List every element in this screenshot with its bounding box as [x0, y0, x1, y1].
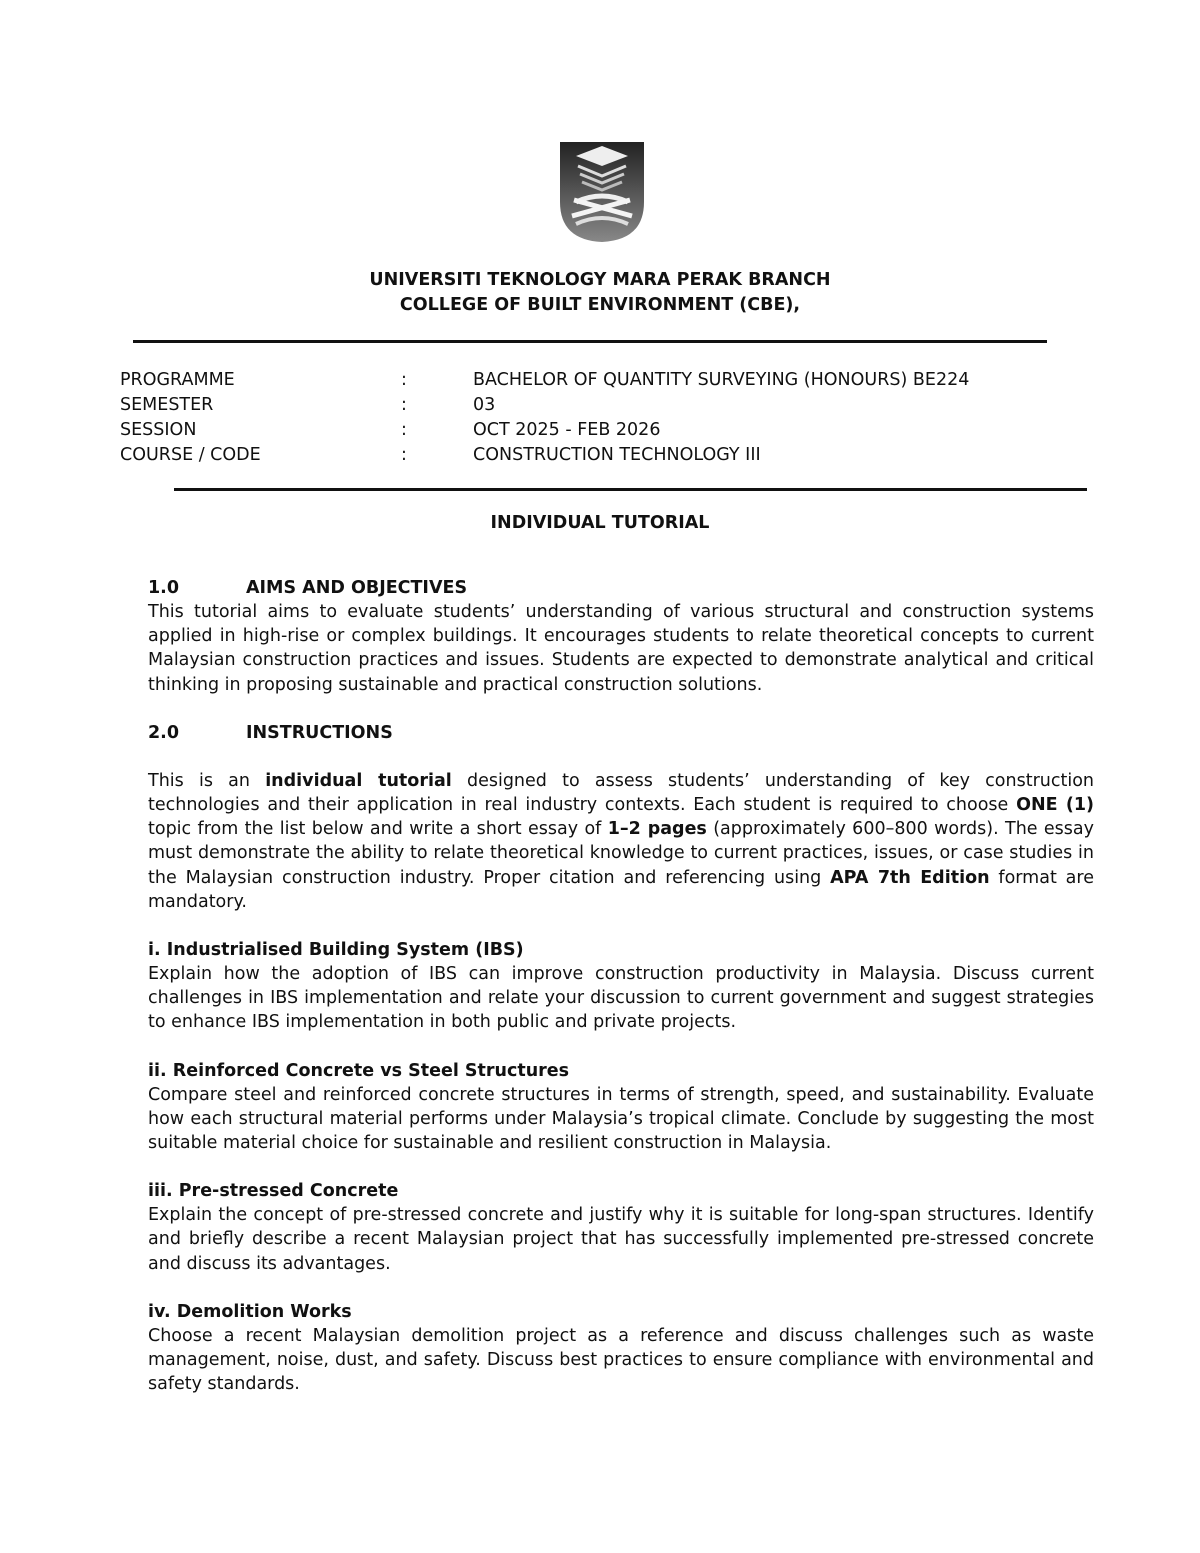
instructions-paragraph: This is an individual tutorial designed to assess students’ understanding of key construction technologies and their application in real industry contexts. Each student is required to choose ONE (1) topic from the list below and write a short essay of 1–2 pages (approximately 600–800 words). The essay must demonstrate the ability to relate theoretical knowledge to current practices, issues, or case studies in the Malaysian construction industry. Proper citation and referencing using APA 7th Edition format are mandatory. [148, 770, 1094, 912]
info-row-session [0, 418, 1200, 443]
section-title: INSTRUCTIONS [246, 722, 393, 743]
university-logo-icon [558, 140, 646, 244]
info-row-programme [0, 368, 1200, 393]
info-label: SESSION [120, 420, 197, 440]
info-value: 03 [473, 395, 496, 415]
topic-heading-prestressed: iii. Pre-stressed Concrete [148, 1181, 399, 1202]
info-value: BACHELOR OF QUANTITY SURVEYING (HONOURS) BE224 [473, 370, 970, 390]
college-name: COLLEGE OF BUILT ENVIRONMENT (CBE), [399, 295, 801, 315]
document-title: INDIVIDUAL TUTORIAL [490, 513, 710, 533]
topic-heading-ibs: i. Industrialised Building System (IBS) [148, 940, 524, 961]
section-heading-instructions [148, 721, 1094, 745]
info-value: CONSTRUCTION TECHNOLOGY III [473, 445, 761, 465]
topic-heading-demolition: iv. Demolition Works [148, 1301, 352, 1322]
university-name: UNIVERSITI TEKNOLOGY MARA PERAK BRANCH [369, 270, 831, 290]
emphasis: 1–2 pages [607, 819, 707, 840]
info-value: OCT 2025 - FEB 2026 [473, 420, 661, 440]
info-colon: : [401, 420, 407, 440]
info-label: PROGRAMME [120, 370, 235, 390]
topic-body-prestressed: Explain the concept of pre-stressed concrete and justify why it is suitable for long-span structures. Identify and briefly describe a recent Malaysian project that has successfully implemented pre-stressed concrete and discuss its advantages. [148, 1205, 1094, 1274]
aims-paragraph: This tutorial aims to evaluate students’ understanding of various structural and construction systems applied in high-rise or complex buildings. It encourages students to relate theoretical concepts to current Malaysian construction practices and issues. Students are expected to demonstrate analytical and critical thinking in proposing sustainable and practical construction solutions. [148, 602, 1094, 695]
emphasis: APA 7th Edition [830, 867, 990, 888]
info-row-semester [0, 393, 1200, 418]
document-body [148, 576, 1094, 1396]
info-colon: : [401, 395, 407, 415]
emphasis: ONE (1) [1016, 795, 1094, 816]
header-divider [133, 340, 1047, 343]
info-label: COURSE / CODE [120, 445, 261, 465]
course-info-table [0, 368, 1200, 468]
topic-body-rc-steel: Compare steel and reinforced concrete structures in terms of strength, speed, and sustainability. Evaluate how each structural material performs under Malaysia’s tropical climate. Conclude by suggesting the most suitable material choice for sustainable and resilient construction in Malaysia. [148, 1084, 1094, 1154]
info-colon: : [401, 370, 407, 390]
section-number: 1.0 [148, 578, 180, 598]
topic-body-demolition: Choose a recent Malaysian demolition project as a reference and discuss challenges such as waste management, noise, dust, and safety. Discuss best practices to ensure compliance with environmental and safety standards. [148, 1325, 1094, 1395]
section-title: AIMS AND OBJECTIVES [246, 578, 468, 598]
info-label: SEMESTER [120, 395, 214, 415]
info-row-course [0, 443, 1200, 468]
document-header [0, 268, 1200, 318]
emphasis: individual tutorial [265, 770, 452, 791]
section-heading-aims [148, 576, 1094, 600]
info-divider [174, 488, 1087, 491]
section-number: 2.0 [148, 722, 180, 743]
topic-body-ibs: Explain how the adoption of IBS can improve construction productivity in Malaysia. Discuss current challenges in IBS implementation and relate your discussion to current government and suggest strategies to enhance IBS implementation in both public and private projects. [148, 964, 1094, 1033]
topic-heading-rc-steel: ii. Reinforced Concrete vs Steel Structures [148, 1060, 570, 1081]
info-colon: : [401, 445, 407, 465]
